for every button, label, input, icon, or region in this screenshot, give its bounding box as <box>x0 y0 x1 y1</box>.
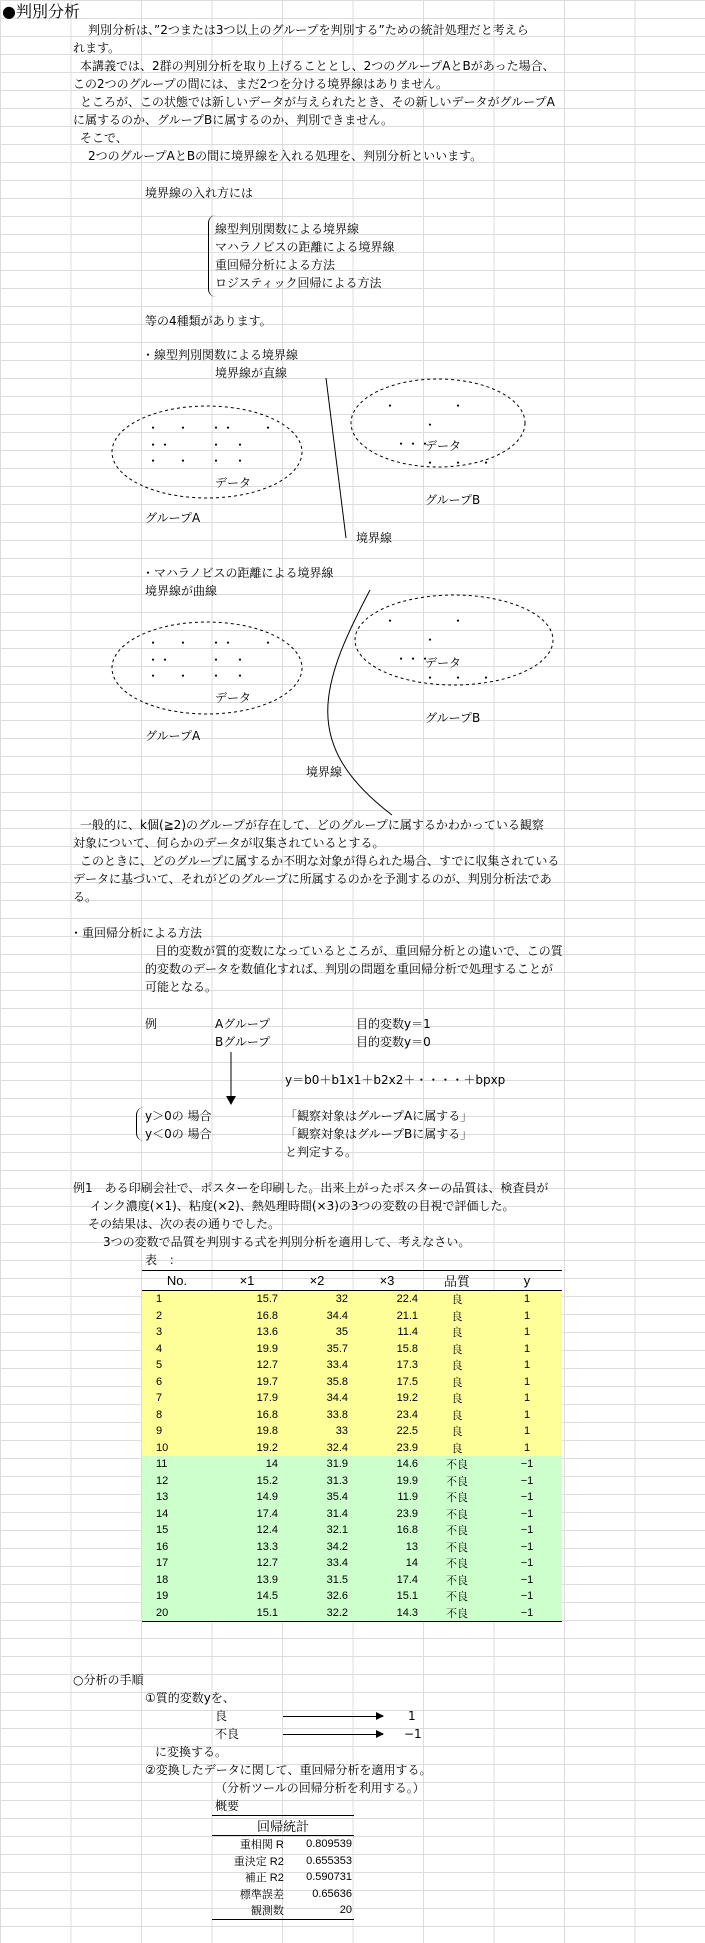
svg-text:・: ・ <box>424 418 437 432</box>
procedure-convert: に変換する。 <box>155 1745 228 1759</box>
example1-line-2: インク濃度(×1)、粘度(×2)、熱処理時間(×3)の3つの変数の目視で評価した。 <box>90 1199 515 1213</box>
intro-line-7: そこで、 <box>80 131 128 145</box>
cell-x3: 13 <box>352 1539 422 1556</box>
table-row <box>142 1456 562 1473</box>
cell-y: −1 <box>492 1489 562 1506</box>
svg-text:・: ・ <box>384 399 397 413</box>
svg-text:・: ・ <box>262 636 275 650</box>
cell-no: 11 <box>142 1456 212 1473</box>
col-x2: ×2 <box>282 1271 352 1291</box>
cell-quality: 不良 <box>422 1539 492 1556</box>
table-row <box>142 1440 562 1457</box>
diagram2-data-b: データ <box>425 656 462 670</box>
result-conclude: と判定する。 <box>285 1145 358 1159</box>
cell-y: 1 <box>492 1390 562 1407</box>
stats-value: 0.809539 <box>306 1838 352 1851</box>
stats-key: 重決定 R2 <box>233 1855 284 1868</box>
col-no: No. <box>142 1271 212 1291</box>
cell-x3: 23.9 <box>352 1440 422 1457</box>
intro-line-2: れます。 <box>73 41 121 55</box>
cell-y: −1 <box>492 1572 562 1589</box>
diagram1-boundary-label: 境界線 <box>356 531 393 545</box>
cell-x1: 19.2 <box>212 1440 282 1457</box>
cell-x3: 22.4 <box>352 1291 422 1308</box>
cell-x1: 17.9 <box>212 1390 282 1407</box>
cell-y: 1 <box>492 1407 562 1424</box>
diagram1-figure <box>0 370 705 550</box>
cell-x1: 19.8 <box>212 1423 282 1440</box>
cell-x2: 32 <box>282 1291 352 1308</box>
table-row <box>142 1506 562 1523</box>
cell-x1: 19.7 <box>212 1374 282 1391</box>
cell-no: 6 <box>142 1374 212 1391</box>
svg-text:・ ・: ・ ・ <box>210 438 247 452</box>
cell-no: 1 <box>142 1291 212 1308</box>
stats-value: 0.655353 <box>306 1854 352 1867</box>
cell-x2: 31.9 <box>282 1456 352 1473</box>
regression-body-1: 目的変数が質的変数になっているところが、重回帰分析との違いで、この質 <box>155 944 563 958</box>
svg-text:・: ・ <box>480 456 493 470</box>
diagram2-figure <box>0 585 705 820</box>
example1-line-3: その結果は、次の表の通りでした。 <box>88 1217 281 1231</box>
cell-quality: 不良 <box>422 1555 492 1572</box>
svg-text:・: ・ <box>424 633 437 647</box>
cell-x2: 35.4 <box>282 1489 352 1506</box>
cell-x3: 15.8 <box>352 1341 422 1358</box>
method-item-4: ロジスティック回帰による方法 <box>215 276 382 290</box>
cell-no: 7 <box>142 1390 212 1407</box>
intro-line-5: ところが、この状態では新しいデータが与えられたとき、その新しいデータがグループA <box>80 95 555 109</box>
cell-y: 1 <box>492 1423 562 1440</box>
cell-x1: 12.7 <box>212 1357 282 1374</box>
procedure-good: 良 <box>215 1709 228 1723</box>
svg-text:・: ・ <box>177 636 190 650</box>
svg-text:・: ・ <box>452 456 465 470</box>
stats-row <box>212 1853 354 1870</box>
svg-text:・: ・ <box>177 669 190 683</box>
cell-no: 2 <box>142 1308 212 1325</box>
diagram1-heading: ・線型判別関数による境界線 <box>142 348 299 362</box>
col-quality: 品質 <box>422 1271 492 1291</box>
cell-x1: 16.8 <box>212 1308 282 1325</box>
svg-text:・ ・: ・ ・ <box>210 669 247 683</box>
table-row <box>142 1324 562 1341</box>
cell-no: 10 <box>142 1440 212 1457</box>
table-row <box>142 1539 562 1556</box>
general-line-4: データに基づいて、それがどのグループに所属するのかを予測するのが、判別分析法であ <box>73 872 552 886</box>
cell-x3: 11.9 <box>352 1489 422 1506</box>
cell-no: 18 <box>142 1572 212 1589</box>
cell-x3: 22.5 <box>352 1423 422 1440</box>
svg-text:・: ・ <box>147 421 160 435</box>
cell-y: 1 <box>492 1341 562 1358</box>
svg-text:・: ・ <box>424 671 437 685</box>
cell-x3: 11.4 <box>352 1324 422 1341</box>
data-table <box>142 1270 562 1622</box>
diagram2-heading: ・マハラノビスの距離による境界線 <box>142 566 334 580</box>
stats-value: 0.590731 <box>306 1871 352 1884</box>
cell-quality: 良 <box>422 1308 492 1325</box>
svg-text:・・: ・・ <box>147 653 172 667</box>
cell-x1: 16.8 <box>212 1407 282 1424</box>
table-row <box>142 1588 562 1605</box>
svg-text:・ ・: ・ ・ <box>210 653 247 667</box>
example-group-b: Bグループ <box>215 1035 271 1049</box>
boundary-straight-line <box>326 378 346 538</box>
diagram1-subheading: 境界線が直線 <box>215 366 288 380</box>
general-line-3: このときに、どのグループに属するか不明な対象が得られた場合、すでに収集されている <box>80 854 560 868</box>
diagram1-data-a: データ <box>215 476 252 490</box>
cell-x3: 14 <box>352 1555 422 1572</box>
cell-x2: 33.4 <box>282 1357 352 1374</box>
diagram2-group-a: グループA <box>145 729 201 743</box>
table-row <box>142 1605 562 1622</box>
cell-no: 4 <box>142 1341 212 1358</box>
svg-text:・: ・ <box>147 454 160 468</box>
cell-y: −1 <box>492 1555 562 1572</box>
cell-x3: 14.6 <box>352 1456 422 1473</box>
procedure-step1: ①質的変数yを、 <box>145 1691 235 1705</box>
cell-quality: 良 <box>422 1390 492 1407</box>
cell-x2: 34.2 <box>282 1539 352 1556</box>
example-label: 例 <box>145 1017 158 1031</box>
regression-body-3: 可能となる。 <box>145 980 218 994</box>
stats-key: 補正 R2 <box>244 1872 284 1885</box>
cell-quality: 良 <box>422 1440 492 1457</box>
cell-x2: 31.5 <box>282 1572 352 1589</box>
table-row <box>142 1341 562 1358</box>
diagram2-data-a: データ <box>215 691 252 705</box>
cell-x2: 33 <box>282 1423 352 1440</box>
cell-y: −1 <box>492 1588 562 1605</box>
stats-value: 20 <box>286 1902 354 1919</box>
cell-x3: 17.3 <box>352 1357 422 1374</box>
stats-key: 標準誤差 <box>239 1888 284 1901</box>
cell-quality: 良 <box>422 1291 492 1308</box>
svg-text:・: ・ <box>177 421 190 435</box>
dots-b <box>384 399 492 470</box>
cell-x2: 35.8 <box>282 1374 352 1391</box>
table-row <box>142 1572 562 1589</box>
cell-x2: 35.7 <box>282 1341 352 1358</box>
intro-line-3: 本講義では、2群の判別分析を取り上げることとし、2つのグループAとBがあった場合、 <box>80 59 555 73</box>
regression-heading: ・重回帰分析による方法 <box>70 926 203 940</box>
table-row <box>142 1308 562 1325</box>
cell-x1: 15.1 <box>212 1605 282 1622</box>
cell-quality: 良 <box>422 1407 492 1424</box>
cell-x1: 13.3 <box>212 1539 282 1556</box>
page-title: ●判別分析 <box>2 2 80 21</box>
svg-text:・・・: ・・・ <box>395 437 432 451</box>
cell-no: 8 <box>142 1407 212 1424</box>
method-item-3: 重回帰分析による方法 <box>215 258 336 272</box>
diagram2-boundary-label: 境界線 <box>306 765 343 779</box>
cell-x3: 19.9 <box>352 1473 422 1490</box>
procedure-good-val: 1 <box>408 1709 416 1723</box>
cell-x2: 32.2 <box>282 1605 352 1622</box>
dots-b-2 <box>384 614 492 685</box>
cell-quality: 良 <box>422 1341 492 1358</box>
svg-text:・: ・ <box>262 421 275 435</box>
stats-row <box>212 1836 354 1853</box>
cell-y: 1 <box>492 1440 562 1457</box>
cell-no: 20 <box>142 1605 212 1622</box>
method-item-2: マハラノビスの距離による境界線 <box>215 240 395 254</box>
col-y: y <box>492 1271 562 1291</box>
cell-x2: 34.4 <box>282 1390 352 1407</box>
stats-row <box>212 1869 354 1886</box>
cell-x2: 31.4 <box>282 1506 352 1523</box>
svg-text:・: ・ <box>452 399 465 413</box>
svg-text:・: ・ <box>384 614 397 628</box>
cell-x1: 14.5 <box>212 1588 282 1605</box>
cell-x1: 12.4 <box>212 1522 282 1539</box>
table-row <box>142 1357 562 1374</box>
example-target-a: 目的変数y＝1 <box>356 1017 431 1031</box>
cell-x2: 33.8 <box>282 1407 352 1424</box>
table-row <box>142 1473 562 1490</box>
cell-x1: 14.9 <box>212 1489 282 1506</box>
cell-x3: 23.4 <box>352 1407 422 1424</box>
svg-text:・・: ・・ <box>210 636 235 650</box>
method-item-1: 線型判別関数による境界線 <box>215 222 360 236</box>
cell-y: 1 <box>492 1308 562 1325</box>
cell-no: 3 <box>142 1324 212 1341</box>
cell-x3: 23.9 <box>352 1506 422 1523</box>
cell-no: 14 <box>142 1506 212 1523</box>
cell-no: 12 <box>142 1473 212 1490</box>
cell-quality: 不良 <box>422 1605 492 1622</box>
col-x1: ×1 <box>212 1271 282 1291</box>
cell-x3: 14.3 <box>352 1605 422 1622</box>
stats-key: 重相関 R <box>239 1839 284 1852</box>
cell-y: 1 <box>492 1374 562 1391</box>
cell-y: −1 <box>492 1605 562 1622</box>
cell-quality: 良 <box>422 1423 492 1440</box>
procedure-step2: ②変換したデータに関して、重回帰分析を適用する。 <box>145 1763 432 1777</box>
diagram1-group-b: グループB <box>425 493 481 507</box>
svg-text:・: ・ <box>424 456 437 470</box>
cell-no: 19 <box>142 1588 212 1605</box>
example1-line-1: 例1 ある印刷会社で、ポスターを印刷した。出来上がったポスターの品質は、検査員が <box>73 1181 549 1195</box>
cell-x3: 17.4 <box>352 1572 422 1589</box>
diagram2-subheading: 境界線が曲線 <box>145 584 218 598</box>
cell-x2: 32.1 <box>282 1522 352 1539</box>
intro-line-8: 2つのグループAとBの間に境界線を入れる処理を、判別分析といいます。 <box>88 149 483 163</box>
intro-line-4: この2つのグループの間には、まだ2つを分ける境界線はありません。 <box>73 77 449 91</box>
dots-a-2 <box>147 636 274 683</box>
result-negative: 「観察対象はグループBに属する」 <box>285 1127 473 1141</box>
table-row <box>142 1522 562 1539</box>
cell-y: −1 <box>492 1456 562 1473</box>
stats-row <box>212 1902 354 1919</box>
cell-y: 1 <box>492 1324 562 1341</box>
table-row <box>142 1423 562 1440</box>
cell-quality: 不良 <box>422 1572 492 1589</box>
diagram1-data-b: データ <box>425 439 462 453</box>
svg-text:・・: ・・ <box>147 438 172 452</box>
case-negative: y＜0の 場合 <box>145 1127 212 1141</box>
cell-quality: 不良 <box>422 1588 492 1605</box>
cell-x3: 21.1 <box>352 1308 422 1325</box>
stats-row <box>212 1886 354 1903</box>
stats-title: 回帰統計 <box>212 1816 354 1836</box>
cell-no: 13 <box>142 1489 212 1506</box>
cell-y: 1 <box>492 1291 562 1308</box>
cell-x3: 17.5 <box>352 1374 422 1391</box>
cell-y: −1 <box>492 1506 562 1523</box>
stats-key: 観測数 <box>212 1902 286 1919</box>
result-positive: 「観察対象はグループAに属する」 <box>285 1109 473 1123</box>
cell-y: −1 <box>492 1522 562 1539</box>
cell-x2: 32.4 <box>282 1440 352 1457</box>
svg-text:・: ・ <box>480 671 493 685</box>
cell-quality: 良 <box>422 1374 492 1391</box>
case-positive: y＞0の 場合 <box>145 1109 212 1123</box>
cell-x1: 19.9 <box>212 1341 282 1358</box>
case-brace <box>136 1107 145 1141</box>
table-row <box>142 1489 562 1506</box>
cell-x3: 19.2 <box>352 1390 422 1407</box>
regression-body-2: 的変数のデータを数値化すれば、判別の問題を重回帰分析で処理することが <box>145 962 554 976</box>
regression-formula: y＝b0＋b1x1＋b2x2＋・・・・＋bpxp <box>285 1073 506 1087</box>
cell-x1: 13.9 <box>212 1572 282 1589</box>
table-header-row <box>142 1271 562 1291</box>
cell-x1: 17.4 <box>212 1506 282 1523</box>
cell-quality: 良 <box>422 1357 492 1374</box>
cell-no: 17 <box>142 1555 212 1572</box>
cell-y: 1 <box>492 1357 562 1374</box>
cell-no: 5 <box>142 1357 212 1374</box>
cell-quality: 不良 <box>422 1489 492 1506</box>
procedure-heading: ○分析の手順 <box>73 1673 144 1687</box>
stats-value: 0.65636 <box>312 1887 352 1900</box>
cell-x3: 15.1 <box>352 1588 422 1605</box>
arrow-right-icon <box>283 1716 383 1717</box>
cell-quality: 不良 <box>422 1473 492 1490</box>
svg-text:・・: ・・ <box>210 421 235 435</box>
boundary-curve-line <box>328 590 392 815</box>
procedure-step2-note: （分析ツールの回帰分析を利用する。） <box>215 1781 425 1795</box>
intro-line-1: 判別分析は、”2つまたは3つ以上のグループを判別する”ための統計処理だと考えら <box>88 23 529 37</box>
svg-text:・・・: ・・・ <box>395 652 432 666</box>
general-line-5: る。 <box>73 890 98 904</box>
diagram1-group-a: グループA <box>145 511 201 525</box>
cell-no: 16 <box>142 1539 212 1556</box>
svg-text:・: ・ <box>147 669 160 683</box>
example-group-a: Aグループ <box>215 1017 271 1031</box>
example-target-b: 目的変数y＝0 <box>356 1035 431 1049</box>
methods-heading: 境界線の入れ方には <box>145 186 254 200</box>
svg-text:・: ・ <box>452 614 465 628</box>
table-row <box>142 1374 562 1391</box>
example1-line-4: 3つの変数で品質を判別する式を判別分析を適用して、考えなさい。 <box>103 1235 471 1249</box>
down-arrow-icon <box>225 1052 237 1106</box>
general-line-1: 一般的に、k個(≧2)のグループが存在して、どのグループに属するかわかっている観察 <box>80 818 544 832</box>
cell-no: 9 <box>142 1423 212 1440</box>
procedure-bad: 不良 <box>215 1727 240 1741</box>
cell-x1: 14 <box>212 1456 282 1473</box>
cell-quality: 不良 <box>422 1506 492 1523</box>
cell-quality: 不良 <box>422 1522 492 1539</box>
svg-text:・ ・: ・ ・ <box>210 454 247 468</box>
cell-x2: 32.6 <box>282 1588 352 1605</box>
cell-x1: 15.7 <box>212 1291 282 1308</box>
table-row <box>142 1390 562 1407</box>
svg-text:・: ・ <box>177 454 190 468</box>
cell-x2: 33.4 <box>282 1555 352 1572</box>
cell-x2: 35 <box>282 1324 352 1341</box>
col-x3: ×3 <box>352 1271 422 1291</box>
cell-x3: 16.8 <box>352 1522 422 1539</box>
dots-a <box>147 421 274 468</box>
cell-no: 15 <box>142 1522 212 1539</box>
general-line-2: 対象について、何らかのデータが収集されているとする。 <box>73 836 385 850</box>
cell-quality: 良 <box>422 1324 492 1341</box>
table-row <box>142 1291 562 1308</box>
table-row <box>142 1555 562 1572</box>
methods-footer: 等の4種類があります。 <box>145 314 272 328</box>
cell-x1: 15.2 <box>212 1473 282 1490</box>
cell-x1: 13.6 <box>212 1324 282 1341</box>
procedure-bad-val: −1 <box>404 1727 422 1741</box>
summary-label: 概要 <box>215 1799 240 1813</box>
arrow-right-icon <box>283 1734 383 1735</box>
svg-text:・: ・ <box>147 636 160 650</box>
table-row <box>142 1407 562 1424</box>
cell-x2: 31.3 <box>282 1473 352 1490</box>
regression-stats-table <box>212 1815 354 1920</box>
intro-line-6: に属するのか、グループBに属するのか、判別できません。 <box>73 113 393 127</box>
svg-text:・: ・ <box>452 671 465 685</box>
cell-y: −1 <box>492 1539 562 1556</box>
group-a-ellipse <box>112 406 302 498</box>
cell-x1: 12.7 <box>212 1555 282 1572</box>
cell-y: −1 <box>492 1473 562 1490</box>
table-label: 表 ： <box>145 1253 182 1267</box>
cell-quality: 不良 <box>422 1456 492 1473</box>
diagram2-group-b: グループB <box>425 711 481 725</box>
cell-x2: 34.4 <box>282 1308 352 1325</box>
